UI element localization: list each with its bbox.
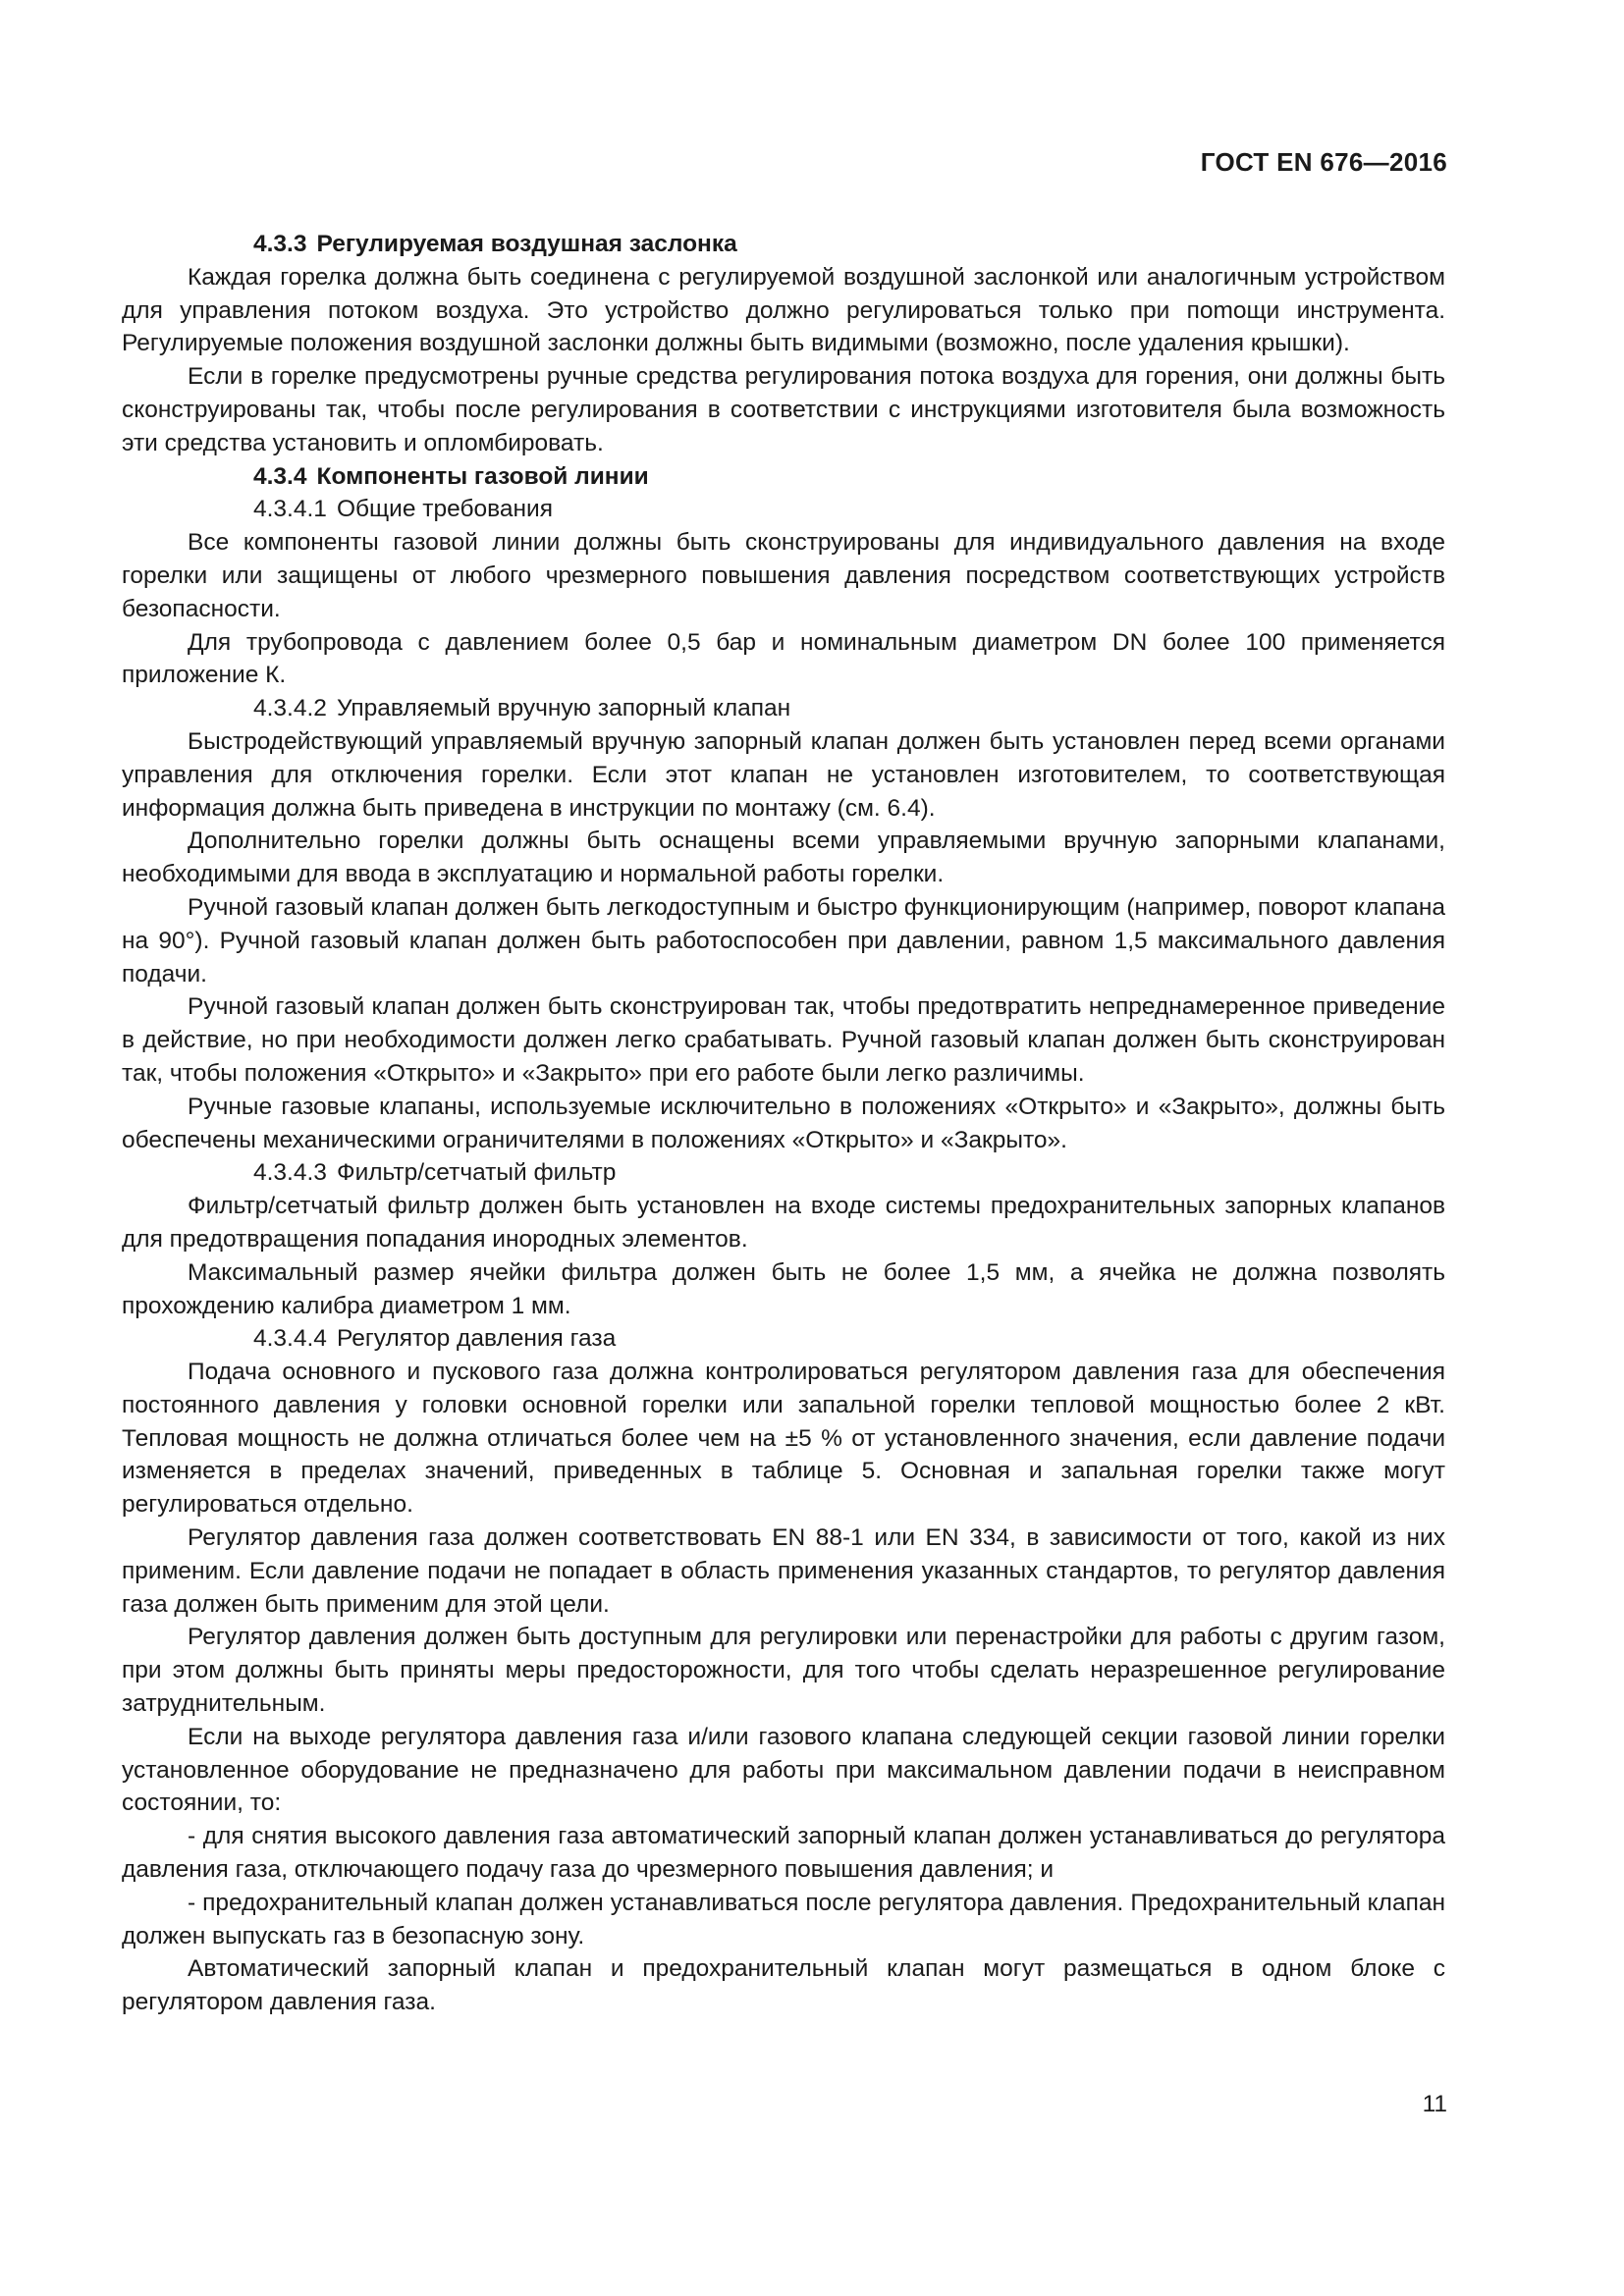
paragraph: Автоматический запорный клапан и предохранительный клапан могут размещаться в одном блоке с регулятором давления газа. [122, 1955, 1445, 2016]
paragraph: Если в горелке предусмотрены ручные средства регулирования потока воздуха для горения, они должны быть сконструированы так, чтобы после регулирования в соответствии с инструкциями изготовителя была возможность эти средства установить и опломбировать. [122, 363, 1445, 456]
paragraph: Если на выходе регулятора давления газа и/или газового клапана следующей секции газовой линии горелки установленное оборудование не предназначено для работы при максимальном давлении подачи в неисправном состоянии, то: [122, 1723, 1445, 1817]
paragraph: Дополнительно горелки должны быть оснащены всеми управляемыми вручную запорными клапанами, необходимыми для ввода в эксплуатацию и нормальной работы горелки. [122, 828, 1445, 888]
subsection-heading-4-3-4-4 [122, 1322, 1445, 1356]
list-item: - для снятия высокого давления газа автоматический запорный клапан должен устанавливаться до регулятора давления газа, отключающего подачу газа до чрезмерного повышения давления; и [122, 1823, 1445, 1884]
paragraph: Все компоненты газовой линии должны быть сконструированы для индивидуального давления на входе горелки или защищены от любого чрезмерного повышения давления посредством соответствующих устройств безопасности. [122, 529, 1445, 622]
section-title: Регулируемая воздушная заслонка [316, 231, 737, 257]
paragraph: Ручной газовый клапан должен быть легкодоступным и быстро функционирующим (например, поворот клапана на 90°). Ручной газовый клапан должен быть работоспособен при давлении, равном 1,5 максимального давления подачи. [122, 893, 1445, 988]
subsection-number: 4.3.4.4 [253, 1325, 327, 1353]
subsection-title: Общие требования [336, 496, 554, 523]
subsection-title: Регулятор давления газа [336, 1325, 617, 1353]
list-item: - предохранительный клапан должен устанавливаться после регулятора давления. Предохранительный клапан должен выпускать газ в безопасную зону. [122, 1889, 1445, 1949]
subsection-number: 4.3.4.1 [253, 496, 327, 523]
subsection-number: 4.3.4.3 [253, 1159, 327, 1187]
subsection-heading-4-3-4-3 [122, 1156, 1445, 1190]
paragraph: Ручной газовый клапан должен быть сконструирован так, чтобы предотвратить непреднамеренное приведение в действие, но при необходимости должен легко срабатывать. Ручной газовый клапан должен быть сконструирован так, чтобы положения «Открыто» и «Закрыто» при его работе были легко различимы. [122, 993, 1445, 1087]
paragraph: Фильтр/сетчатый фильтр должен быть установлен на входе системы предохранительных запорных клапанов для предотвращения попадания инородных элементов. [122, 1193, 1445, 1253]
paragraph: Каждая горелка должна быть соединена с регулируемой воздушной заслонкой или аналогичным устройством для управления потоком воздуха. Это устройство должно регулироваться только при поmощи инструмента. Регулируемые положения воздушной заслонки должны быть видимыми (возможно, после удаления крышки). [122, 263, 1445, 357]
paragraph: Регулятор давления газа должен соответствовать EN 88-1 или EN 334, в зависимости от того, какой из них применим. Если давление подачи не попадает в область применения указанных стандартов, то регулятор давления газа должен быть применим для этой цели. [122, 1524, 1445, 1618]
section-heading-4-3-3 [122, 228, 1445, 261]
subsection-heading-4-3-4-2 [122, 692, 1445, 725]
section-number: 4.3.4 [253, 462, 307, 490]
subsection-number: 4.3.4.2 [253, 695, 327, 722]
subsection-title: Фильтр/сетчатый фильтр [336, 1159, 617, 1187]
paragraph: Быстродействующий управляемый вручную запорный клапан должен быть установлен перед всеми органами управления для отключения горелки. Если этот клапан не установлен изготовителем, то соответствующая информация должна быть приведена в инструкции по монтажу (см. 6.4). [122, 727, 1445, 822]
page-number: 11 [1422, 2091, 1447, 2117]
paragraph: Ручные газовые клапаны, используемые исключительно в положениях «Открыто» и «Закрыто», должны быть обеспечены механическими ограничителями в положениях «Открыто» и «Закрыто». [122, 1093, 1445, 1153]
paragraph: Подача основного и пускового газа должна контролироваться регулятором давления газа для обеспечения постоянного давления у головки основной горелки или запальной горелки тепловой мощностью более 2 кВт. Тепловая мощность не должна отличаться более чем на ±5 % от установленного значения, если давление подачи изменяется в пределах значений, приведенных в таблице 5. Основная и запальная горелки также могут регулироваться отдельно. [122, 1359, 1445, 1519]
document-header: ГОСТ EN 676—2016 [1200, 147, 1447, 177]
paragraph: Для трубопровода с давлением более 0,5 бар и номинальным диаметром DN более 100 применяется приложение К. [122, 628, 1445, 689]
subsection-heading-4-3-4-1 [122, 493, 1445, 526]
subsection-title: Управляемый вручную запорный клапан [336, 695, 791, 722]
section-title: Компоненты газовой линии [316, 462, 649, 490]
section-number: 4.3.3 [253, 231, 307, 257]
page-body [122, 228, 1445, 2019]
section-heading-4-3-4 [122, 460, 1445, 494]
paragraph: Максимальный размер ячейки фильтра должен быть не более 1,5 мм, а ячейка не должна позволять прохождению калибра диаметром 1 мм. [122, 1258, 1445, 1319]
paragraph: Регулятор давления должен быть доступным для регулировки или перенастройки для работы с другим газом, при этом должны быть приняты меры предосторожности, для того чтобы сделать неразрешенное регулирование затруднительным. [122, 1624, 1445, 1718]
